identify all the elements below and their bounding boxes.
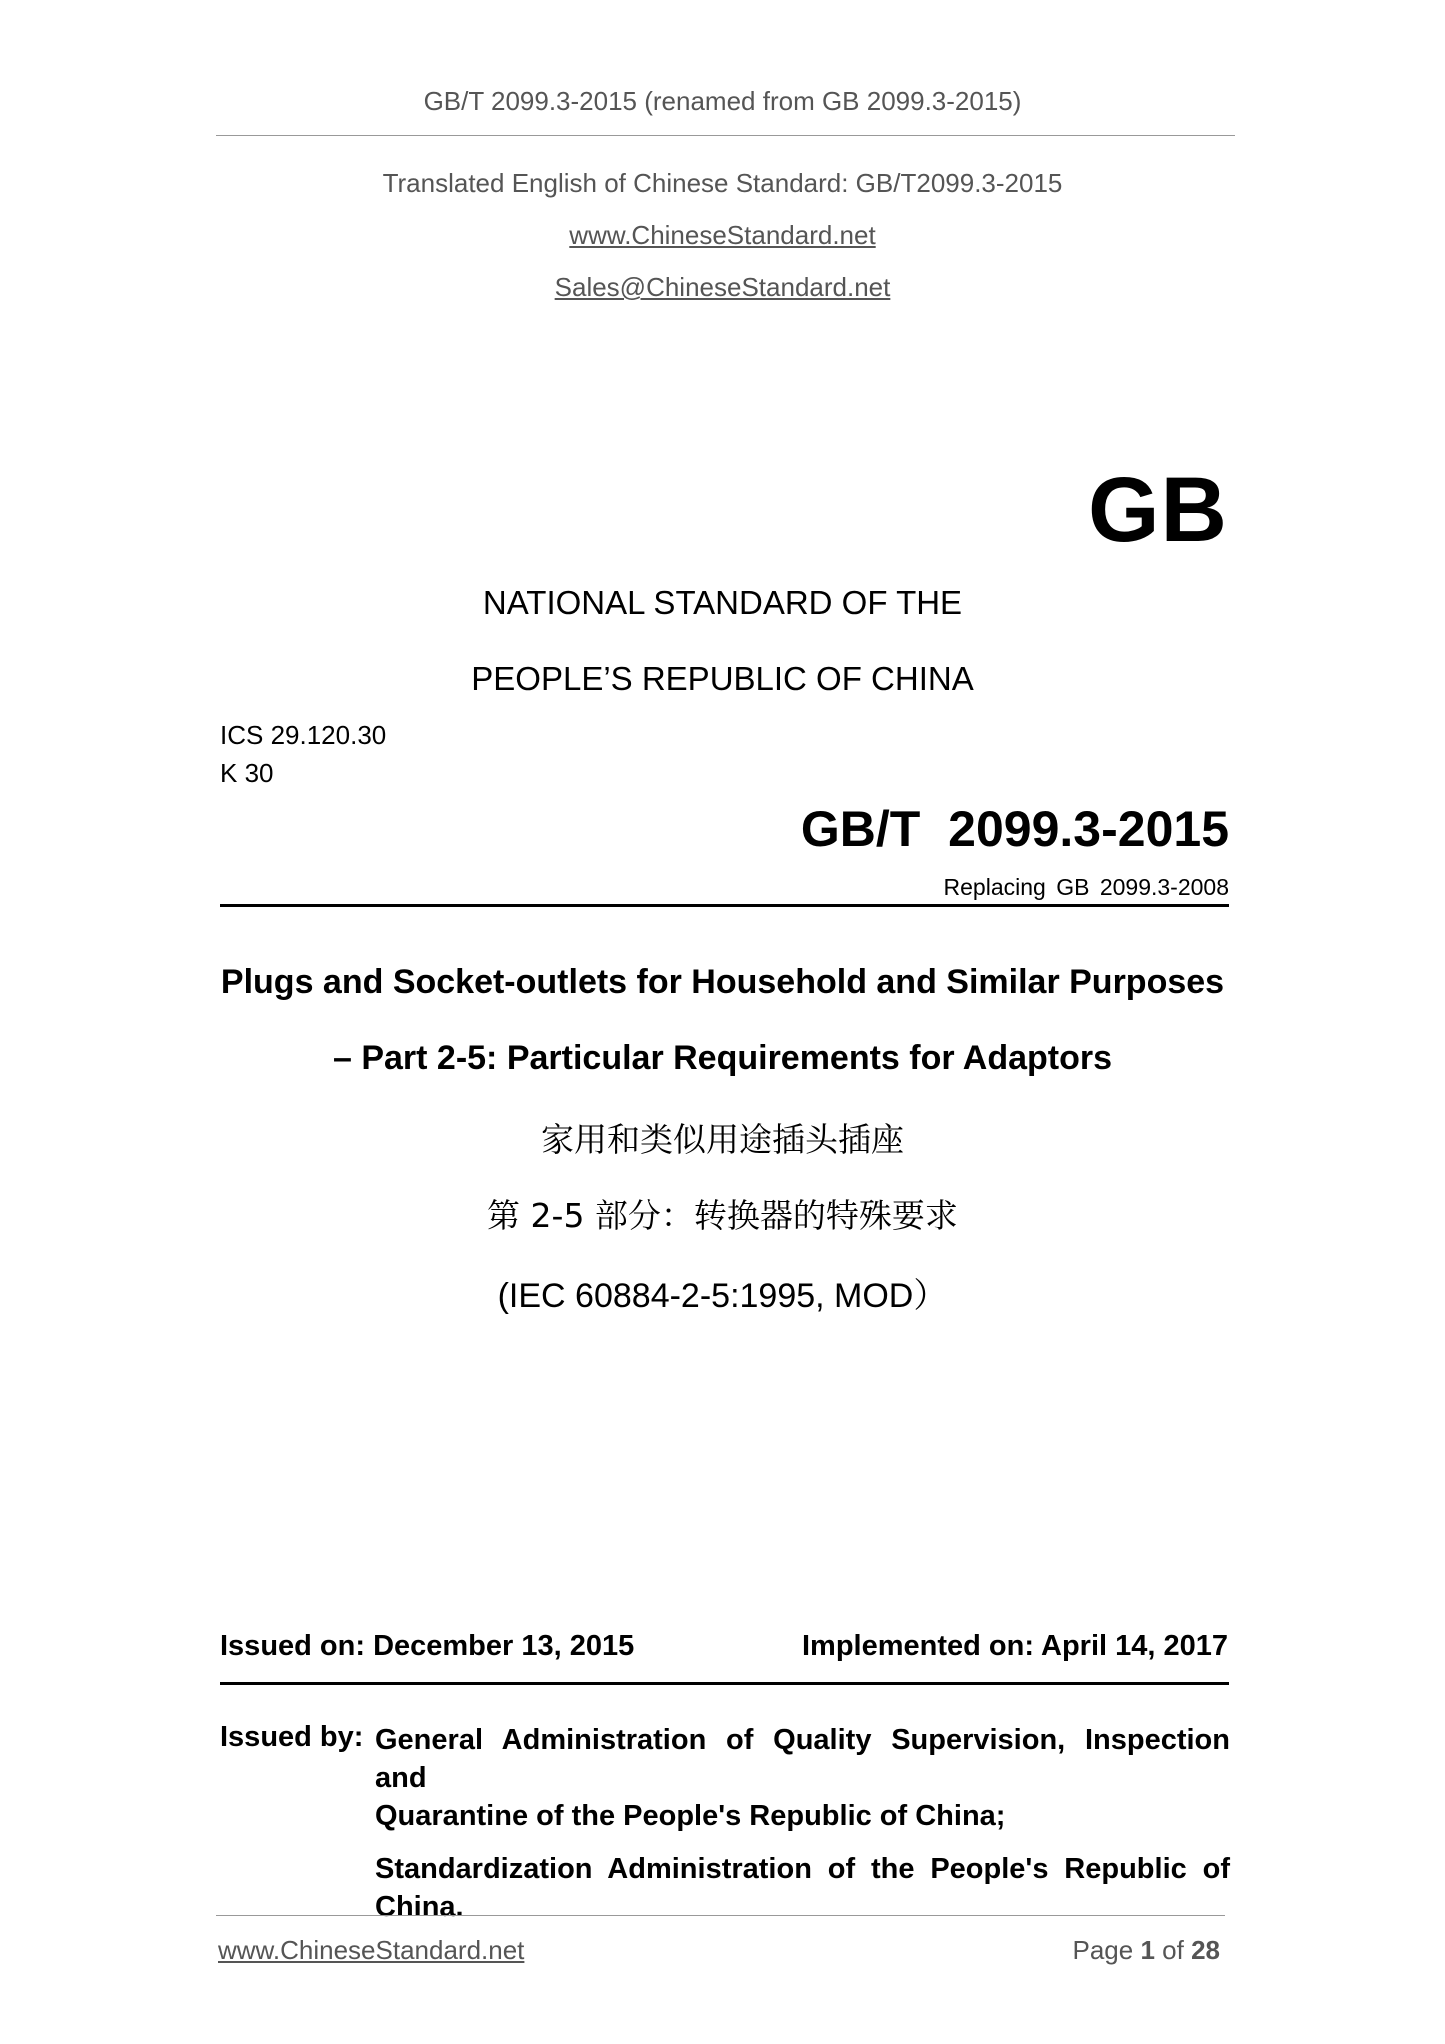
gb-logo: GB (1088, 459, 1228, 561)
website-line (0, 220, 1445, 251)
title-divider (220, 904, 1229, 907)
page-total: 28 (1191, 1935, 1220, 1965)
page-indicator (1072, 1935, 1220, 1966)
national-standard-line1: NATIONAL STANDARD OF THE (482, 584, 963, 621)
english-title-line1: Plugs and Socket-outlets for Household and Similar Purposes (220, 963, 1225, 1001)
page-word: Page (1072, 1935, 1134, 1965)
email-link[interactable]: Sales@ChineseStandard.net (554, 272, 891, 302)
footer-website-link[interactable]: www.ChineseStandard.net (218, 1935, 525, 1965)
issuer-line3: Standardization Administration of the People's Republic of (375, 1853, 1230, 1885)
website-link[interactable]: www.ChineseStandard.net (569, 220, 876, 250)
classification-code: K 30 (220, 758, 274, 788)
national-standard-line2: PEOPLE’S REPUBLIC OF CHINA (471, 660, 974, 697)
chinese-title-line2: 第 2-5 部分：转换器的特殊要求 (487, 1196, 958, 1235)
header-divider (216, 135, 1235, 136)
running-header: GB/T 2099.3-2015 (renamed from GB 2099.3-2015) (423, 86, 1022, 116)
page-number: 1 (1140, 1935, 1155, 1965)
issuer-line1: General Administration of Quality Supervision, Inspection and (375, 1724, 1230, 1794)
implemented-on-date: Implemented on: April 14, 2017 (802, 1630, 1228, 1662)
chinese-title-line1: 家用和类似用途插头插座 (541, 1120, 904, 1159)
translated-note: Translated English of Chinese Standard: GB/T2099.3-2015 (382, 168, 1063, 198)
issued-by-label: Issued by: (220, 1721, 364, 1753)
standard-number: GB/T 2099.3-2015 (800, 801, 1229, 857)
footer-divider (216, 1915, 1225, 1916)
issuer-spacer (375, 1835, 1230, 1850)
iec-reference: (IEC 60884-2-5:1995, MOD） (497, 1277, 948, 1315)
ics-code: ICS 29.120.30 (220, 720, 387, 750)
issuer-line4: China. (375, 1891, 464, 1923)
issuer-line2: Quarantine of the People's Republic of China; (375, 1800, 1006, 1832)
issued-on-date: Issued on: December 13, 2015 (220, 1630, 635, 1662)
of-word: of (1162, 1935, 1184, 1965)
replacing-note: Replacing GB 2099.3-2008 (943, 874, 1229, 900)
english-title-line2: – Part 2-5: Particular Requirements for Adaptors (332, 1039, 1113, 1077)
issuer-block (375, 1721, 1230, 1926)
issue-divider (220, 1682, 1229, 1685)
email-line (0, 272, 1445, 303)
